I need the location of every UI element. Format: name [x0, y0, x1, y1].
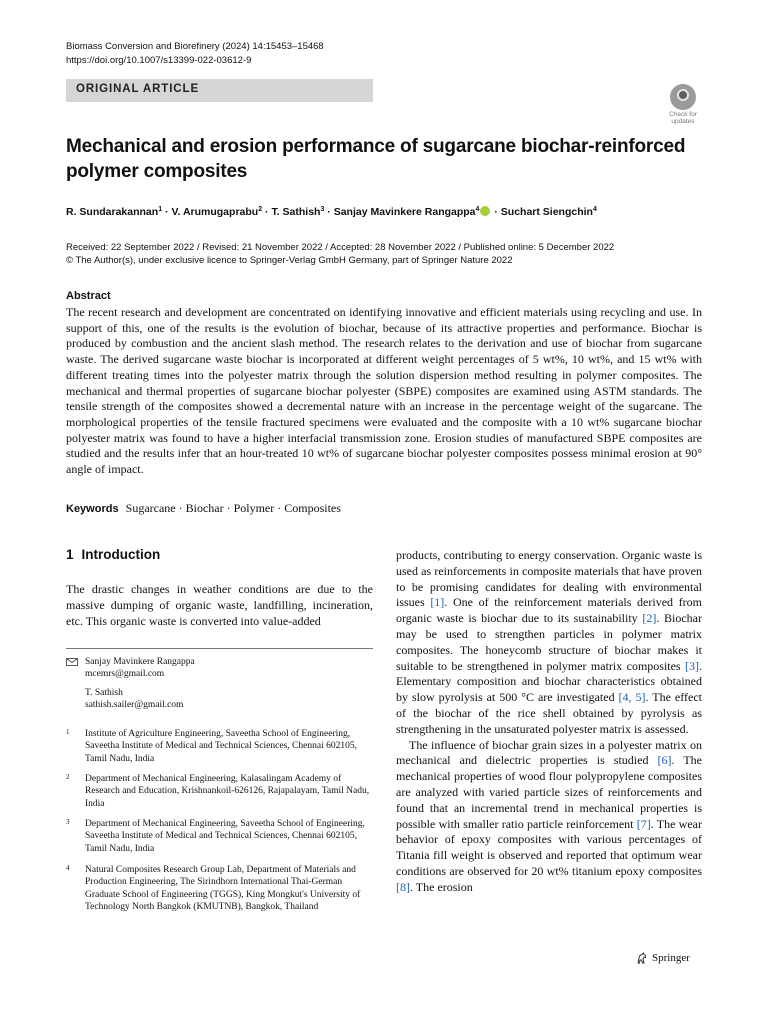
intro-paragraph: products, contributing to energy conservation. Organic waste is used as reinforcements in composite materials that have proven to be promising candidates for dealing with environmental issues [1]. One of the reinforcement materials derived from organic waste is biochar due to its sustainability [2]. Biochar may be used to strengthen particles in polymer matrix composites. The honeycomb structure of biochar makes it suitable to be strengthened in polymer matrix composites [3]. Elementary composition and biochar characteristics obtained by slow pyrolysis at 500 °C are investigated [4, 5]. The effect of the biochar of the rice shell obtained by pyrolysis as strengthening in the unsaturated polyester matrix is assessed. [396, 548, 703, 736]
history-dates: Received: 22 September 2022 / Revised: 21 November 2022 / Accepted: 28 November 2022 / Published online: 5 December 2022 [66, 242, 615, 253]
article-type-label: ORIGINAL ARTICLE [76, 83, 200, 95]
section-number: 1 [66, 547, 74, 562]
corresponding-author-name: T. Sathish [85, 687, 123, 698]
keywords-label: Keywords [66, 503, 119, 515]
intro-paragraph: The influence of biochar grain sizes in a polyester matrix on mechanical and dielectric properties is studied [6]. The mechanical properties of wood flour polypropylene composites are analyzed with varied particle sizes of reinforcements and found that an incremental trend in mechanical properties is possible with smaller ratio particle reinforcement [7]. The wear behavior of epoxy composites with various percentages of Titania fill weight is observed and reported that optimum wear conditions are observed for 20 wt% titanium epoxy composites [8]. The erosion [396, 737, 702, 894]
intro-paragraph: The drastic changes in weather conditions are due to the massive dumping of organic waste, landfilling, incineration, etc. This organic waste is converted into value-added [66, 582, 373, 628]
check-updates-icon [670, 84, 696, 110]
keywords [66, 500, 341, 517]
article-title: Mechanical and erosion performance of sugarcane biochar-reinforced polymer composites [66, 136, 686, 182]
publisher-footer [636, 952, 690, 964]
author-affiliation-sup: 4 [592, 206, 597, 213]
keywords-list: Sugarcane · Biochar · Polymer · Composites [125, 501, 341, 515]
citation-link[interactable]: [1] [430, 595, 445, 610]
orcid-icon[interactable] [480, 206, 490, 216]
correspondence-block [85, 656, 375, 711]
check-updates-label-2: updates [671, 118, 695, 125]
citation-link[interactable]: [6] [657, 753, 672, 768]
author-name: R. Sundarakannan [66, 206, 159, 218]
author-name: T. Sathish [271, 206, 321, 218]
citation-link[interactable]: [2] [642, 611, 657, 626]
affiliation-number: 4 [66, 864, 70, 872]
author-name: V. Arumugaprabu [171, 206, 259, 218]
check-updates-label-1: Check for [669, 111, 697, 118]
springer-horse-icon [636, 952, 648, 964]
left-column-text [66, 582, 373, 629]
doi-link[interactable]: https://doi.org/10.1007/s13399-022-03612-9 [66, 55, 252, 66]
affiliation-number: 2 [66, 773, 70, 781]
author-affiliation-sup: 3 [320, 206, 325, 213]
right-column-text [396, 548, 702, 896]
corresponding-author-name: Sanjay Mavinkere Rangappa [85, 657, 195, 667]
journal-info [66, 40, 324, 68]
abstract-text: The recent research and development are concentrated on identifying innovative and efficient materials using recycling and use. In support of this, one of the results is the evolution of biochar, because of its attractive properties and performance. Biochar is produced by combustion and the ancient slash method. The research relates to the derivation and use of biochar from sugarcane waste. The derived sugarcane waste biochar is incorporated at different weight percentages of 5 wt%, 10 wt%, and 15 wt% with different treating times into the polyester matrix through the solution dispersion method resulting in polymer composites. The mechanical and thermal properties of sugarcane biochar polyester (SBPE) composites are examined using ASTM standards. The tensile strength of the composites showed a decremental nature with an increase in the percentage weight of the sugarcane. The morphological properties of the tensile fractured specimens were evaluated and the composite with a 10 wt% sugarcane biochar polyester matrix was found to have a higher interfacial transmission zone. Erosion studies of manufactured SBPE composites are studied and the results infer that an hour-treated 10 wt% of sugarcane biochar polyester composites possess minimal erosion at 90° angle of impact. [66, 305, 702, 477]
citation-link[interactable]: [8] [396, 879, 410, 894]
abstract-heading: Abstract [66, 290, 111, 302]
corresponding-author-email[interactable]: sathish.sailer@gmail.com [85, 699, 184, 710]
author-affiliation-sup: 1 [158, 206, 163, 213]
article-type-banner [66, 79, 373, 102]
footnote-divider [66, 648, 373, 649]
section-title: Introduction [81, 547, 161, 562]
citation-link[interactable]: [7] [636, 816, 651, 831]
citation-link[interactable]: [4, 5] [618, 690, 646, 705]
envelope-icon [66, 658, 78, 666]
journal-citation: Biomass Conversion and Biorefinery (2024) 14:15453–15468 [66, 41, 324, 52]
author-list: R. Sundarakannan$^1$ · V. Arumugaprabu$^2$ · T. Sathish$^3$ · Sanjay Mavinkere Rangappa$^4$ · Suchart Siengchin$^4$ [66, 206, 597, 218]
author-affiliation-sup: 4 [475, 206, 480, 213]
author-affiliation-sup: 2 [258, 206, 263, 213]
copyright-line: © The Author(s), under exclusive licence to Springer-Verlag GmbH Germany, part of Springer Nature 2022 [66, 255, 513, 266]
affiliation-number: 3 [66, 818, 70, 826]
section-heading-introduction [66, 547, 160, 562]
author-name: Sanjay Mavinkere Rangappa [333, 206, 476, 218]
affiliation-number: 1 [66, 728, 70, 736]
citation-link[interactable]: [3] [685, 658, 699, 673]
publication-dates [66, 241, 746, 267]
affiliation-text: Department of Mechanical Engineering, Saveetha School of Engineering, Saveetha Institute of Medical and Technical Sciences, Chennai 602105, Tamil Nadu, India [85, 819, 365, 854]
corresponding-author-email[interactable]: mcemrs@gmail.com [85, 669, 165, 680]
affiliation-text: Natural Composites Research Group Lab, Department of Materials and Production Engineering, The Sirindhorn International Thai-German Graduate School of Engineering (TGGS), King Mongkut's University of Technology North Bangkok (KMUTNB), Bangkok, Thailand [85, 865, 361, 912]
affiliation-text: Institute of Agriculture Engineering, Saveetha School of Engineering, Saveetha Institute of Medical and Technical Sciences, Chennai 602105, Tamil Nadu, India [85, 729, 357, 764]
publisher-name: Springer [652, 952, 690, 964]
check-for-updates-badge[interactable] [664, 84, 702, 125]
author-name: Suchart Siengchin [500, 206, 593, 218]
affiliation-text: Department of Mechanical Engineering, Kalasalingam Academy of Research and Education, Krishnankoil-626126, Rajapalayam, Tamil Nadu, India [85, 774, 370, 809]
